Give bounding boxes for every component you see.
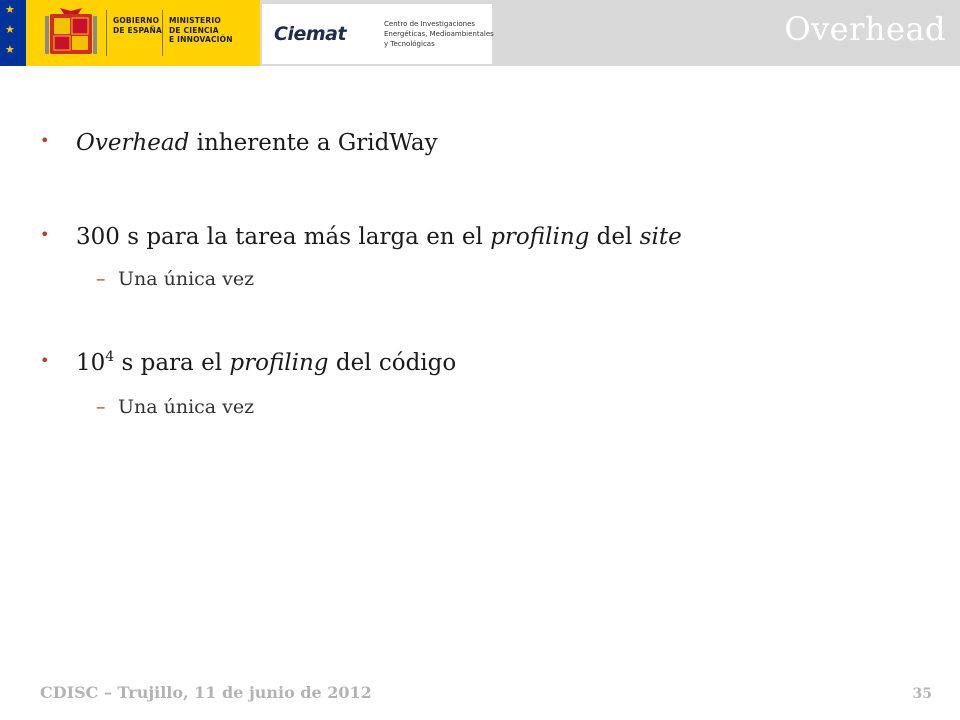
sub-item (96, 268, 255, 290)
bullet-text: 10 (76, 350, 106, 376)
ministry-line: E INNOVACIÓN (169, 35, 233, 44)
footer-event: CDISC – Trujillo, 11 de junio de 2012 (40, 683, 372, 702)
bullet-text: inherente a GridWay (189, 130, 438, 156)
bullet-italic: profiling (229, 350, 329, 376)
ciemat-desc-line: Energéticas, Medioambientales (384, 30, 494, 38)
slide-title: Overhead (784, 10, 946, 48)
page-number: 35 (912, 686, 932, 702)
bullet-dot-icon: • (40, 351, 50, 370)
exponent: 4 (105, 349, 115, 365)
sub-text: Una única vez (118, 396, 255, 418)
star-icon: ★ (5, 43, 15, 56)
bullet-text: 300 s para la tarea más larga en el (76, 224, 491, 250)
bullet-text: del (589, 224, 640, 250)
bullet-italic: profiling (490, 224, 590, 250)
ciemat-desc-line: y Tecnológicas (384, 40, 435, 48)
bullet-item (40, 224, 682, 250)
bullet-italic: site (639, 224, 682, 250)
bullet-item (40, 130, 438, 156)
ministry-line: DE CIENCIA (169, 25, 219, 35)
bullet-italic: Overhead (76, 130, 190, 156)
star-icon: ★ (5, 23, 15, 36)
star-icon: ★ (5, 3, 15, 16)
dash-icon: – (96, 268, 106, 290)
bullet-dot-icon: • (40, 131, 50, 150)
gov-line: GOBIERNO (113, 16, 160, 25)
ministry-line: MINISTERIO (169, 16, 221, 25)
bullet-text: s para el (114, 350, 230, 376)
sub-text: Una única vez (118, 268, 255, 290)
bullet-item (40, 349, 457, 376)
ciemat-desc-line: Centro de Investigaciones (384, 20, 476, 28)
ciemat-logo: Ciemat (274, 23, 347, 45)
bullet-text: del código (328, 350, 457, 376)
bullet-dot-icon: • (40, 225, 50, 244)
gov-line: DE ESPAÑA (113, 25, 162, 35)
dash-icon: – (96, 396, 106, 418)
sub-item (96, 396, 255, 418)
